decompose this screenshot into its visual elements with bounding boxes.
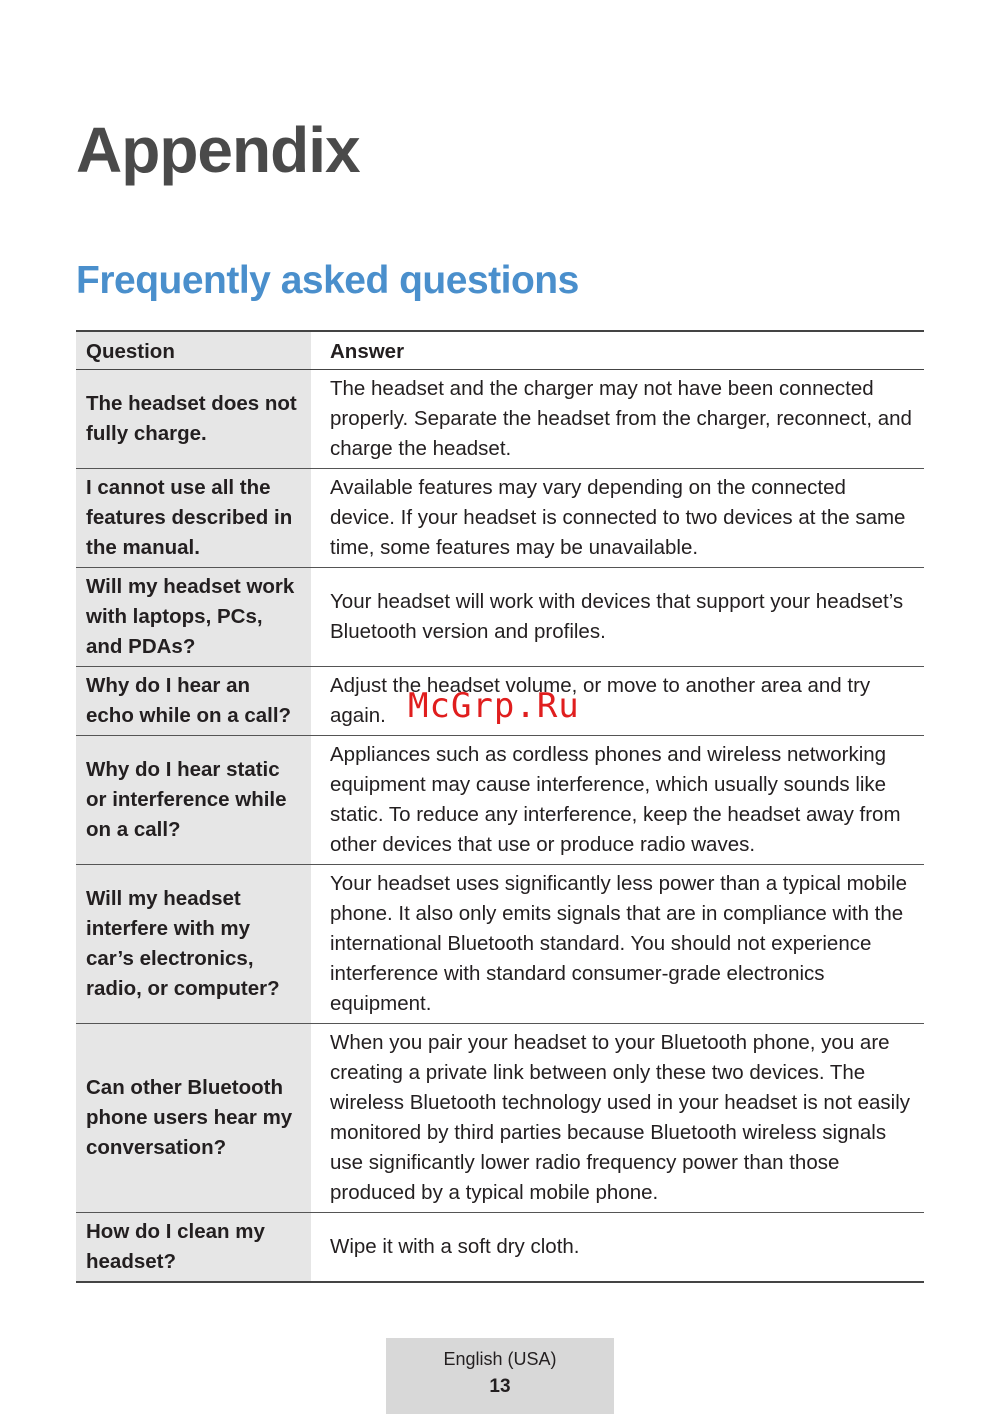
faq-row bbox=[76, 370, 924, 469]
page-footer bbox=[386, 1338, 614, 1414]
faq-question: How do I clean my headset? bbox=[76, 1213, 311, 1283]
answer-column-header: Answer bbox=[311, 331, 924, 370]
faq-question: I cannot use all the features described in the manual. bbox=[76, 469, 311, 568]
faq-row bbox=[76, 469, 924, 568]
faq-answer: When you pair your headset to your Bluetooth phone, you are creating a private link between only these two devices. The wireless Bluetooth technology used in your headset is not easily monitored by third parties because Bluetooth wireless signals use significantly lower radio frequency power than those produced by a typical mobile phone. bbox=[330, 1031, 911, 1204]
faq-question: Will my headset work with laptops, PCs, and PDAs? bbox=[76, 568, 311, 667]
faq-answer: Available features may vary depending on the connected device. If your headset is connected to two devices at the same time, some features may be unavailable. bbox=[330, 476, 906, 559]
faq-table bbox=[76, 330, 924, 1283]
faq-answer: Appliances such as cordless phones and wireless networking equipment may cause interference, which usually sounds like static. To reduce any interference, keep the headset away from other devices that use or produce radio waves. bbox=[330, 743, 901, 856]
faq-question: The headset does not fully charge. bbox=[76, 370, 311, 469]
faq-table-header-row bbox=[76, 331, 924, 370]
page-number: 13 bbox=[489, 1376, 511, 1397]
faq-answer: Wipe it with a soft dry cloth. bbox=[330, 1235, 580, 1258]
faq-row bbox=[76, 1213, 924, 1283]
faq-answer: Your headset will work with devices that support your headset’s Bluetooth version and profiles. bbox=[330, 590, 904, 643]
faq-row bbox=[76, 865, 924, 1024]
watermark: McGrp.Ru bbox=[408, 686, 580, 726]
faq-answer: The headset and the charger may not have been connected properly. Separate the headset from the charger, reconnect, and charge the headset. bbox=[330, 377, 912, 460]
section-title: Frequently asked questions bbox=[76, 259, 579, 302]
faq-row bbox=[76, 1024, 924, 1213]
faq-row bbox=[76, 736, 924, 865]
faq-question: Why do I hear static or interference while on a call? bbox=[76, 736, 311, 865]
page-title: Appendix bbox=[76, 114, 360, 186]
faq-question: Can other Bluetooth phone users hear my conversation? bbox=[76, 1024, 311, 1213]
faq-row bbox=[76, 568, 924, 667]
faq-answer: Adjust the headset volume, or move to another area and try again. bbox=[330, 674, 871, 727]
faq-question: Why do I hear an echo while on a call? bbox=[76, 667, 311, 736]
footer-language: English (USA) bbox=[443, 1349, 557, 1369]
faq-answer: Your headset uses significantly less power than a typical mobile phone. It also only emits signals that are in compliance with the international Bluetooth standard. You should not experience interference with standard consumer-grade electronics equipment. bbox=[330, 872, 907, 1015]
question-column-header: Question bbox=[76, 331, 311, 370]
faq-question: Will my headset interfere with my car’s electronics, radio, or computer? bbox=[76, 865, 311, 1024]
